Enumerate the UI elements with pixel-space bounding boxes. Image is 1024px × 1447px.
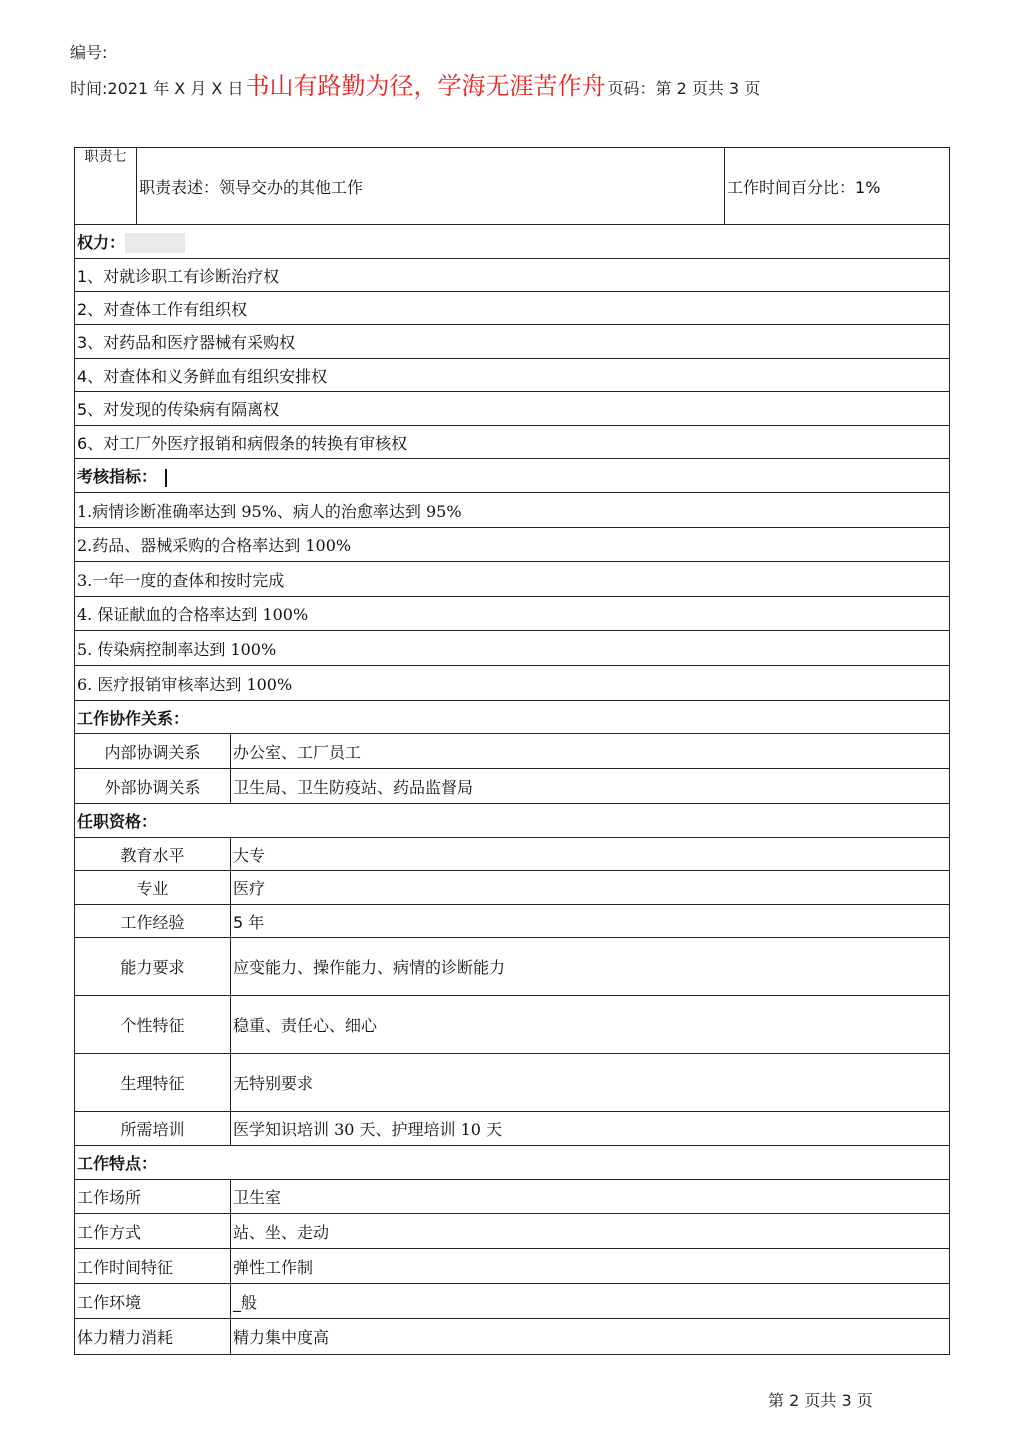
kpi-item: 3.一年一度的查体和按时完成 [75, 562, 950, 597]
qualification-title: 任职资格： [75, 804, 950, 838]
collaboration-label: 内部协调关系 [75, 734, 231, 769]
duty-number: 职责七 [75, 148, 137, 225]
duty-row [75, 148, 950, 225]
authority-item: 1、对就诊职工有诊断治疗权 [75, 259, 950, 292]
qualification-label: 专业 [75, 871, 231, 905]
feature-value: 站、坐、走动 [231, 1214, 950, 1249]
page-footer: 第 2 页共 3 页 [768, 1391, 873, 1410]
header-line [70, 66, 760, 101]
shaded-area [125, 233, 185, 253]
qualification-value: 医学知识培训 30 天、护理培训 10 天 [231, 1112, 950, 1146]
collaboration-title: 工作协作关系： [75, 701, 950, 734]
qualification-label: 个性特征 [75, 996, 231, 1054]
authority-item: 6、对工厂外医疗报销和病假条的转换有审核权 [75, 426, 950, 459]
authority-item: 5、对发现的传染病有隔离权 [75, 392, 950, 426]
serial-number-label: 编号: [70, 43, 108, 62]
kpi-item: 4. 保证献血的合格率达到 100% [75, 597, 950, 631]
qualification-label: 所需培训 [75, 1112, 231, 1146]
feature-value: _般 [231, 1284, 950, 1319]
page-info: 页码：第 2 页共 3 页 [607, 79, 761, 98]
qualification-label: 工作经验 [75, 905, 231, 938]
kpi-item: 1.病情诊断准确率达到 95%、病人的治愈率达到 95% [75, 493, 950, 528]
qualification-value: 无特别要求 [231, 1054, 950, 1112]
qualification-label: 生理特征 [75, 1054, 231, 1112]
qualification-label: 教育水平 [75, 838, 231, 871]
qualification-value: 大专 [231, 838, 950, 871]
collaboration-value: 卫生局、卫生防疫站、药品监督局 [231, 769, 950, 804]
feature-label: 工作方式 [75, 1214, 231, 1249]
kpi-item: 5. 传染病控制率达到 100% [75, 631, 950, 666]
features-title: 工作特点： [75, 1146, 950, 1180]
qualification-value: 医疗 [231, 871, 950, 905]
kpi-title: 考核指标： [75, 459, 950, 493]
feature-label: 体力精力消耗 [75, 1319, 231, 1355]
feature-value: 精力集中度高 [231, 1319, 950, 1355]
duty-description: 职责表述：领导交办的其他工作 [137, 148, 725, 225]
text-cursor [165, 469, 167, 487]
feature-value: 弹性工作制 [231, 1249, 950, 1284]
feature-label: 工作场所 [75, 1180, 231, 1214]
time-value: 2021 年 X 月 X 日 [107, 79, 244, 98]
feature-label: 工作环境 [75, 1284, 231, 1319]
authority-item: 2、对查体工作有组织权 [75, 292, 950, 325]
time-label: 时间: [70, 79, 108, 98]
motto-text: 书山有路勤为径，学海无涯苦作舟 [245, 72, 606, 100]
authority-item: 4、对查体和义务鲜血有组织安排权 [75, 359, 950, 392]
feature-value: 卫生室 [231, 1180, 950, 1214]
qualification-value: 应变能力、操作能力、病情的诊断能力 [231, 938, 950, 996]
duty-time-percent: 工作时间百分比：1% [725, 148, 950, 225]
collaboration-value: 办公室、工厂员工 [231, 734, 950, 769]
qualification-value: 5 年 [231, 905, 950, 938]
authority-title: 权力： [75, 225, 950, 259]
kpi-item: 2.药品、器械采购的合格率达到 100% [75, 528, 950, 562]
job-description-table [74, 147, 950, 1355]
kpi-item: 6. 医疗报销审核率达到 100% [75, 666, 950, 701]
section-row [75, 225, 950, 259]
feature-label: 工作时间特征 [75, 1249, 231, 1284]
authority-item: 3、对药品和医疗器械有采购权 [75, 325, 950, 359]
collaboration-label: 外部协调关系 [75, 769, 231, 804]
qualification-value: 稳重、责任心、细心 [231, 996, 950, 1054]
qualification-label: 能力要求 [75, 938, 231, 996]
